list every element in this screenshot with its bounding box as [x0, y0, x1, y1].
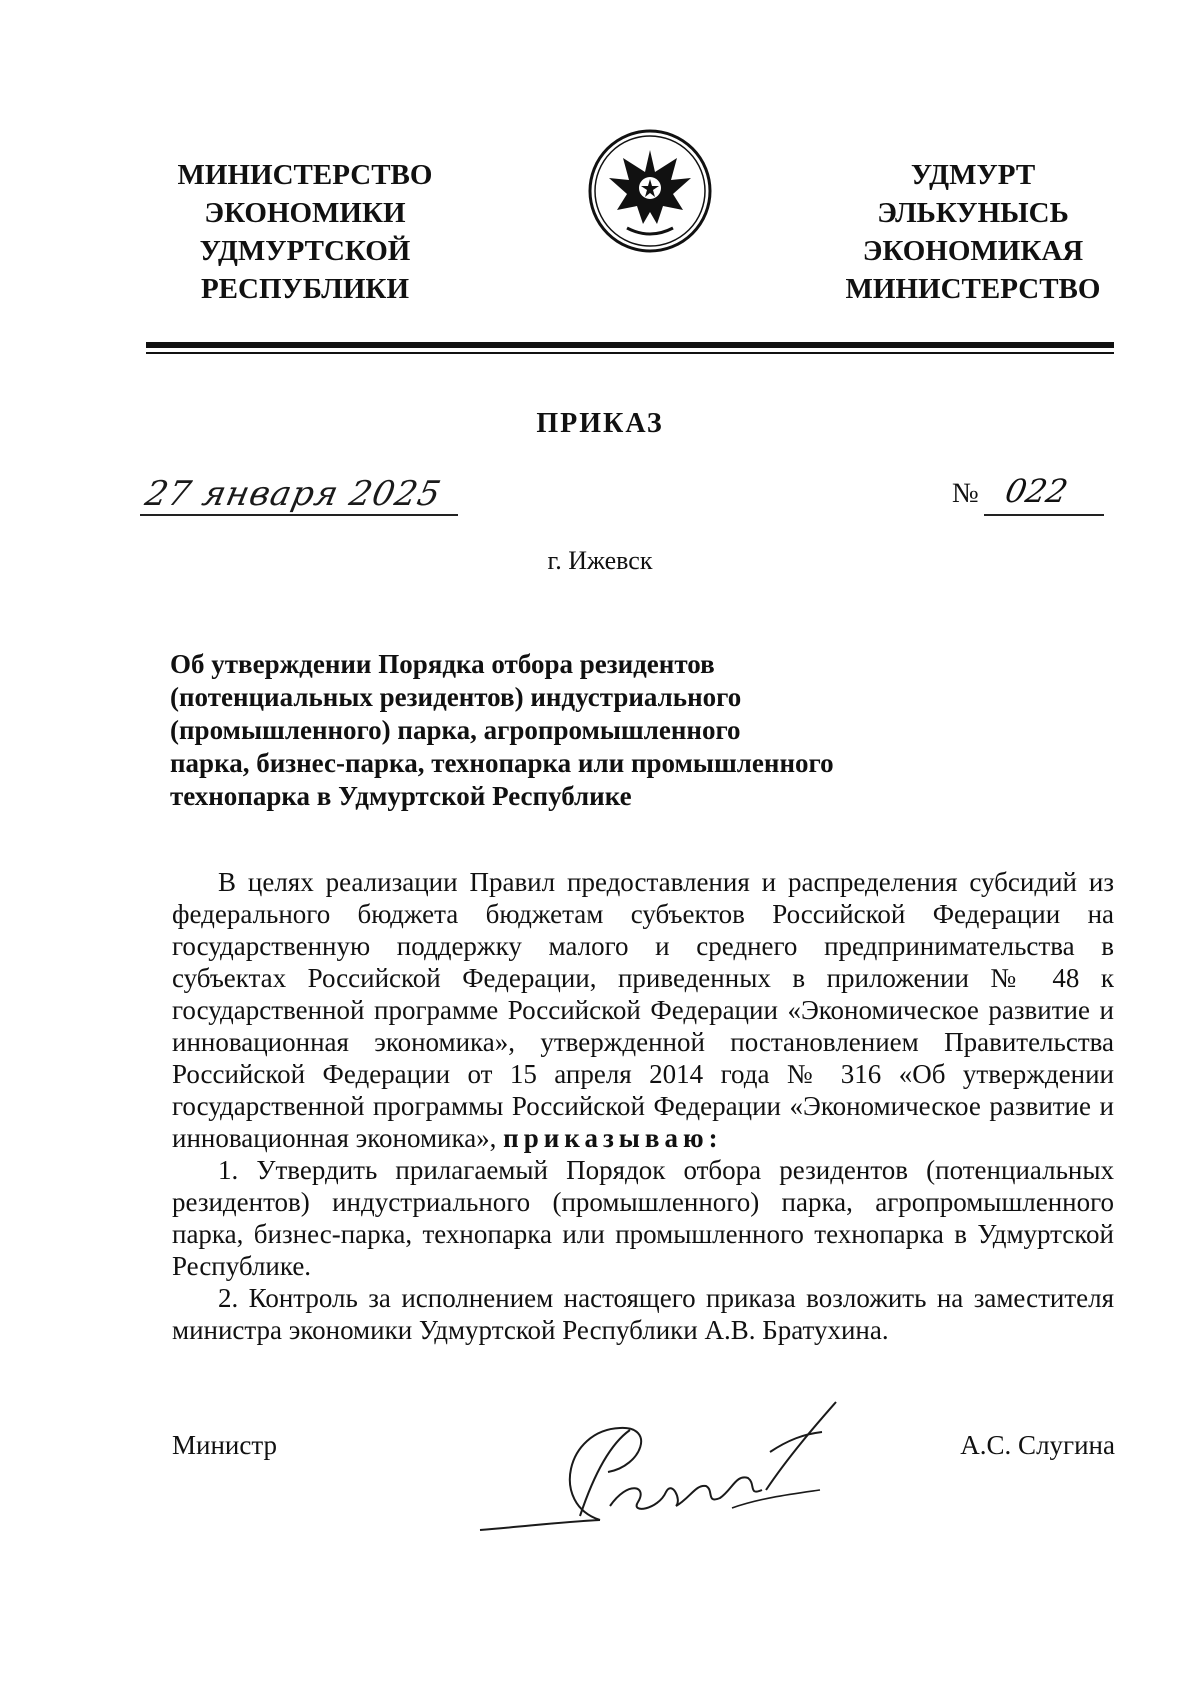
subject-line: (промышленного) парка, агропромышленного	[170, 715, 741, 745]
body-preamble	[172, 866, 1114, 1154]
ministry-name-line: УДМУРТСКОЙ	[199, 235, 411, 267]
document-date: 27 января 2025	[141, 474, 445, 514]
coat-of-arms-icon	[587, 128, 713, 254]
document-body	[172, 866, 1114, 1346]
ministry-name-line: УДМУРТ	[910, 159, 1036, 191]
ministry-name-line: МИНИСТЕРСТВО	[177, 159, 433, 191]
ministry-name-line: МИНИСТЕРСТВО	[845, 273, 1101, 305]
document-subject	[170, 648, 890, 813]
order-word: приказываю:	[503, 1123, 723, 1153]
ministry-name-russian	[170, 156, 440, 308]
body-item: 2. Контроль за исполнением настоящего приказа возложить на заместителя министра экономики Удмуртской Республики А.В. Братухина.	[172, 1283, 1114, 1345]
subject-line: Об утверждении Порядка отбора резидентов	[170, 649, 715, 679]
ministry-name-line: ЭКОНОМИКАЯ	[862, 235, 1084, 267]
signatory-name: А.С. Слугина	[960, 1430, 1115, 1460]
subject-line: технопарка в Удмуртской Республике	[170, 781, 632, 811]
ministry-name-udmurt	[838, 156, 1108, 308]
document-city: г. Ижевск	[547, 546, 653, 575]
date-underline	[140, 514, 458, 516]
header-divider-thin	[146, 352, 1114, 354]
subject-line: (потенциальных резидентов) индустриального	[170, 682, 742, 712]
handwritten-signature	[470, 1394, 910, 1544]
signatory-title: Министр	[172, 1430, 277, 1460]
document-number: 022	[1001, 472, 1072, 510]
ministry-name-line: РЕСПУБЛИКИ	[200, 273, 410, 305]
document-type: ПРИКАЗ	[536, 408, 664, 439]
subject-line: парка, бизнес-парка, технопарка или промышленного	[170, 748, 834, 778]
preamble-text: В целях реализации Правил предоставления и распределения субсидий из федерального бюджета бюджетам субъектов Российской Федерации на государственную поддержку малого и среднего предпринимательства в субъектах Российской Федерации, приведенных в приложении № 48 к государственной программе Российской Федерации «Экономическое развитие и инновационная экономика», утвержденной постановлением Правительства Российской Федерации от 15 апреля 2014 года № 316 «Об утверждении государственной программы Российской Федерации «Экономическое развитие и инновационная экономика»,	[172, 867, 1114, 1153]
number-underline	[984, 514, 1104, 516]
ministry-name-line: ЭЛЬКУНЫСЬ	[877, 197, 1069, 229]
ministry-name-line: ЭКОНОМИКИ	[204, 197, 406, 229]
header-divider	[146, 342, 1114, 348]
number-sign: №	[952, 478, 979, 509]
body-item: 1. Утвердить прилагаемый Порядок отбора резидентов (потенциальных резидентов) индустриального (промышленного) парка, агропромышленного парка, бизнес-парка, технопарка или промышленного технопарка в Удмуртской Республике.	[172, 1155, 1114, 1281]
